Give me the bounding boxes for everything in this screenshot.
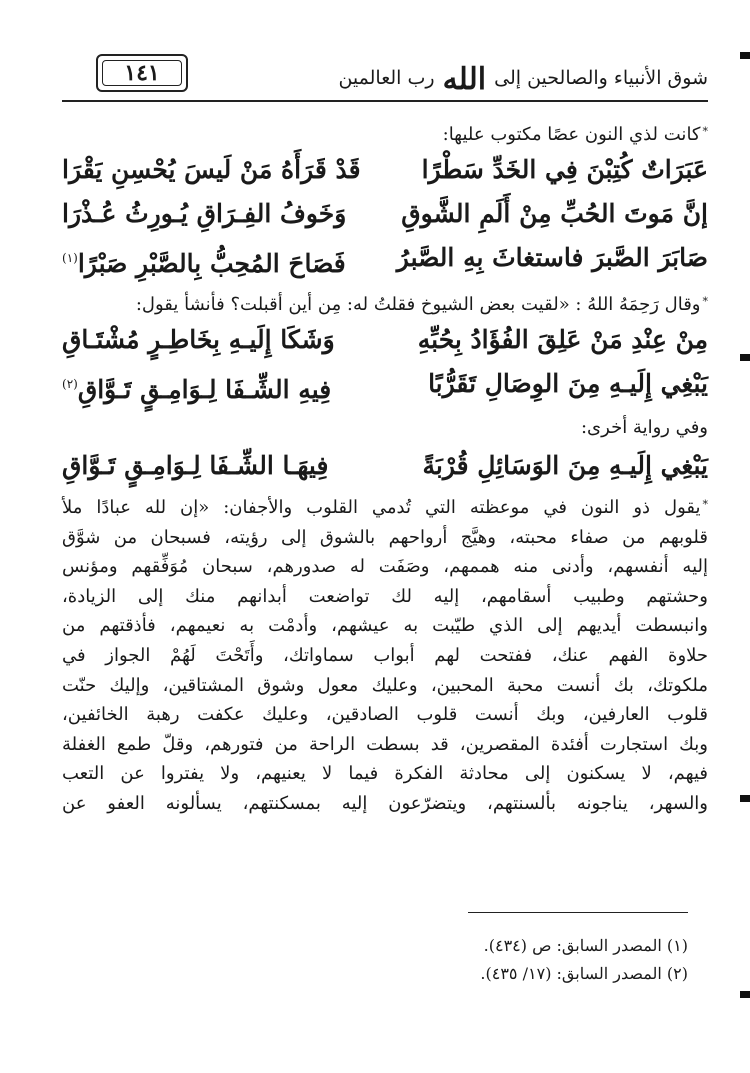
asterisk-icon: *	[702, 498, 708, 511]
paragraph-line: فيهم، لا يسكنون إلى محادثة الفكرة فيما لا يعنيهم، ولا يفتروا عن التعب	[62, 763, 708, 785]
verse	[62, 148, 708, 192]
page-header	[62, 46, 708, 102]
verse-first-half: عَبَرَاتٌ كُتِبْنَ فِي الخَدِّ سَطْرًا	[421, 155, 708, 184]
header-divider	[62, 100, 708, 102]
intro-line: *كانت لذي النون عصًا مكتوب عليها:	[442, 124, 708, 145]
page-number: ١٤١	[124, 60, 160, 86]
edge-mark	[740, 991, 750, 998]
poem-1	[62, 148, 708, 286]
asterisk-icon: *	[702, 125, 708, 138]
verse	[62, 236, 708, 286]
paragraph-line: إليه أنفسهم، وأدنى منه هممهم، وصَفَت له صدورهم، سبحان مُوَفِّقهم ومؤنس	[62, 556, 708, 578]
footnote-divider	[468, 912, 688, 913]
intro-line: *وقال رَحِمَهُ اللهُ : «لقيت بعض الشيوخ فقلتُ له: مِن أين أقبلت؟ فأنشأ يقول:	[135, 294, 708, 315]
verse-second-half: وَشَكَا إِلَيـهِ بِخَاطِـرٍ مُشْتَـاقِ	[62, 325, 335, 354]
verse	[62, 444, 708, 488]
verse-second-half: قَدْ قَرَأَهُ مَنْ لَيسَ يُحْسِنِ يَقْرَا	[62, 155, 361, 184]
intro-line: وفي رواية أخرى:	[580, 417, 708, 438]
edge-mark	[740, 795, 750, 802]
edge-mark	[740, 52, 750, 59]
verse	[62, 362, 708, 412]
poem-3	[62, 444, 708, 488]
footnotes	[42, 932, 688, 988]
page-body	[62, 118, 708, 819]
prose-paragraph	[62, 490, 708, 819]
paragraph-line: ملكوتك، بك أنست محبة المحبين، وعليك معول وشوق المشتاقين، وإليك حنّت	[62, 674, 708, 696]
footnote-2: (٢) المصدر السابق: (١٧/ ٤٣٥).	[480, 964, 688, 983]
verse-first-half: مِنْ عِنْدِ مَنْ عَلِقَ الفُؤَادُ بِحُبِّهِ	[417, 325, 708, 354]
verse-first-half: إنَّ مَوتَ الحُبِّ مِنْ أَلَمِ الشَّوقِ	[401, 199, 708, 228]
edge-mark	[740, 354, 750, 361]
paragraph-line: وحشتهم وطبيب أسقامهم، إليه لك تواضعت أبدانهم منك إلى الزيادة،	[62, 585, 708, 607]
footnote-ref: (٢)	[62, 377, 78, 391]
running-title	[338, 62, 708, 97]
asterisk-icon: *	[702, 295, 708, 308]
verse-second-half: وَخَوفُ الفِـرَاقِ يُـورِثُ عُـذْرَا	[62, 199, 347, 228]
paragraph-line: حلاوة الفهم عنك، ففتحت لهم أبواب سماواتك، وأَتَحْتَ لَهُمْ الجواز في	[62, 644, 708, 666]
poem-2	[62, 318, 708, 412]
verse-first-half: يَبْغِي إِلَيـهِ مِنَ الوِصَالِ تَقَرُّبًا	[428, 369, 708, 398]
verse	[62, 318, 708, 362]
verse-second-half: فَصَاحَ المُحِبُّ بِالصَّبْرِ صَبْرًا$^{(١)}$	[62, 249, 346, 278]
paragraph-line: وانبسطت أيديهم إلى الذي طيّبت به عيشهم، وأدمْت به نعيمهم، فأذقتهم من	[62, 615, 708, 637]
page-number-frame	[96, 54, 188, 92]
verse-first-half: صَابَرَ الصَّبرَ فاستغاثَ بِهِ الصَّبرُ	[396, 243, 708, 272]
paragraph-line: *يقول ذو النون في موعظته التي تُدمي القلوب والأجفان: «إن لله عبادًا ملأ	[62, 497, 708, 518]
paragraph-line: وبك استجارت أفئدة المقصرين، قد بسطت الراحة من فتورهم، وقلّ طمع الغفلة	[62, 733, 708, 755]
footnote-ref: (١)	[62, 251, 78, 265]
verse	[62, 192, 708, 236]
running-title-end: رب العالمين	[338, 67, 435, 89]
footnote-1: (١) المصدر السابق: ص (٤٣٤).	[483, 936, 688, 955]
running-title-start: شوق الأنبياء والصالحين إلى	[494, 67, 708, 89]
paragraph-line: قلوب العارفين، وبك أنست قلوب الصادقين، وعليك عكفت رهبة الخائفين،	[62, 704, 708, 726]
verse-second-half: فِيهِ الشِّـفَا لِـوَامِـقٍ تَـوَّاقِ$^{(٢)}$	[62, 375, 332, 404]
verse-first-half: يَبْغِي إِلَيـهِ مِنَ الوَسَائِلِ قُرْبَةً	[422, 451, 708, 480]
paragraph-line: قلوبهم من صفاء محبته، وهيَّج أرواحهم بالشوق إلى رؤيته، فسبحان من شوَّق	[62, 526, 708, 548]
running-title-allah: الله	[442, 62, 487, 97]
verse-second-half: فِيهَـا الشِّـفَا لِـوَامِـقٍ تَـوَّاقِ	[62, 451, 329, 480]
paragraph-line: والسهر، يناجونه بألسنتهم، ويتضرّعون إليه بمسكنتهم، يسألونه العفو عن	[62, 792, 708, 814]
